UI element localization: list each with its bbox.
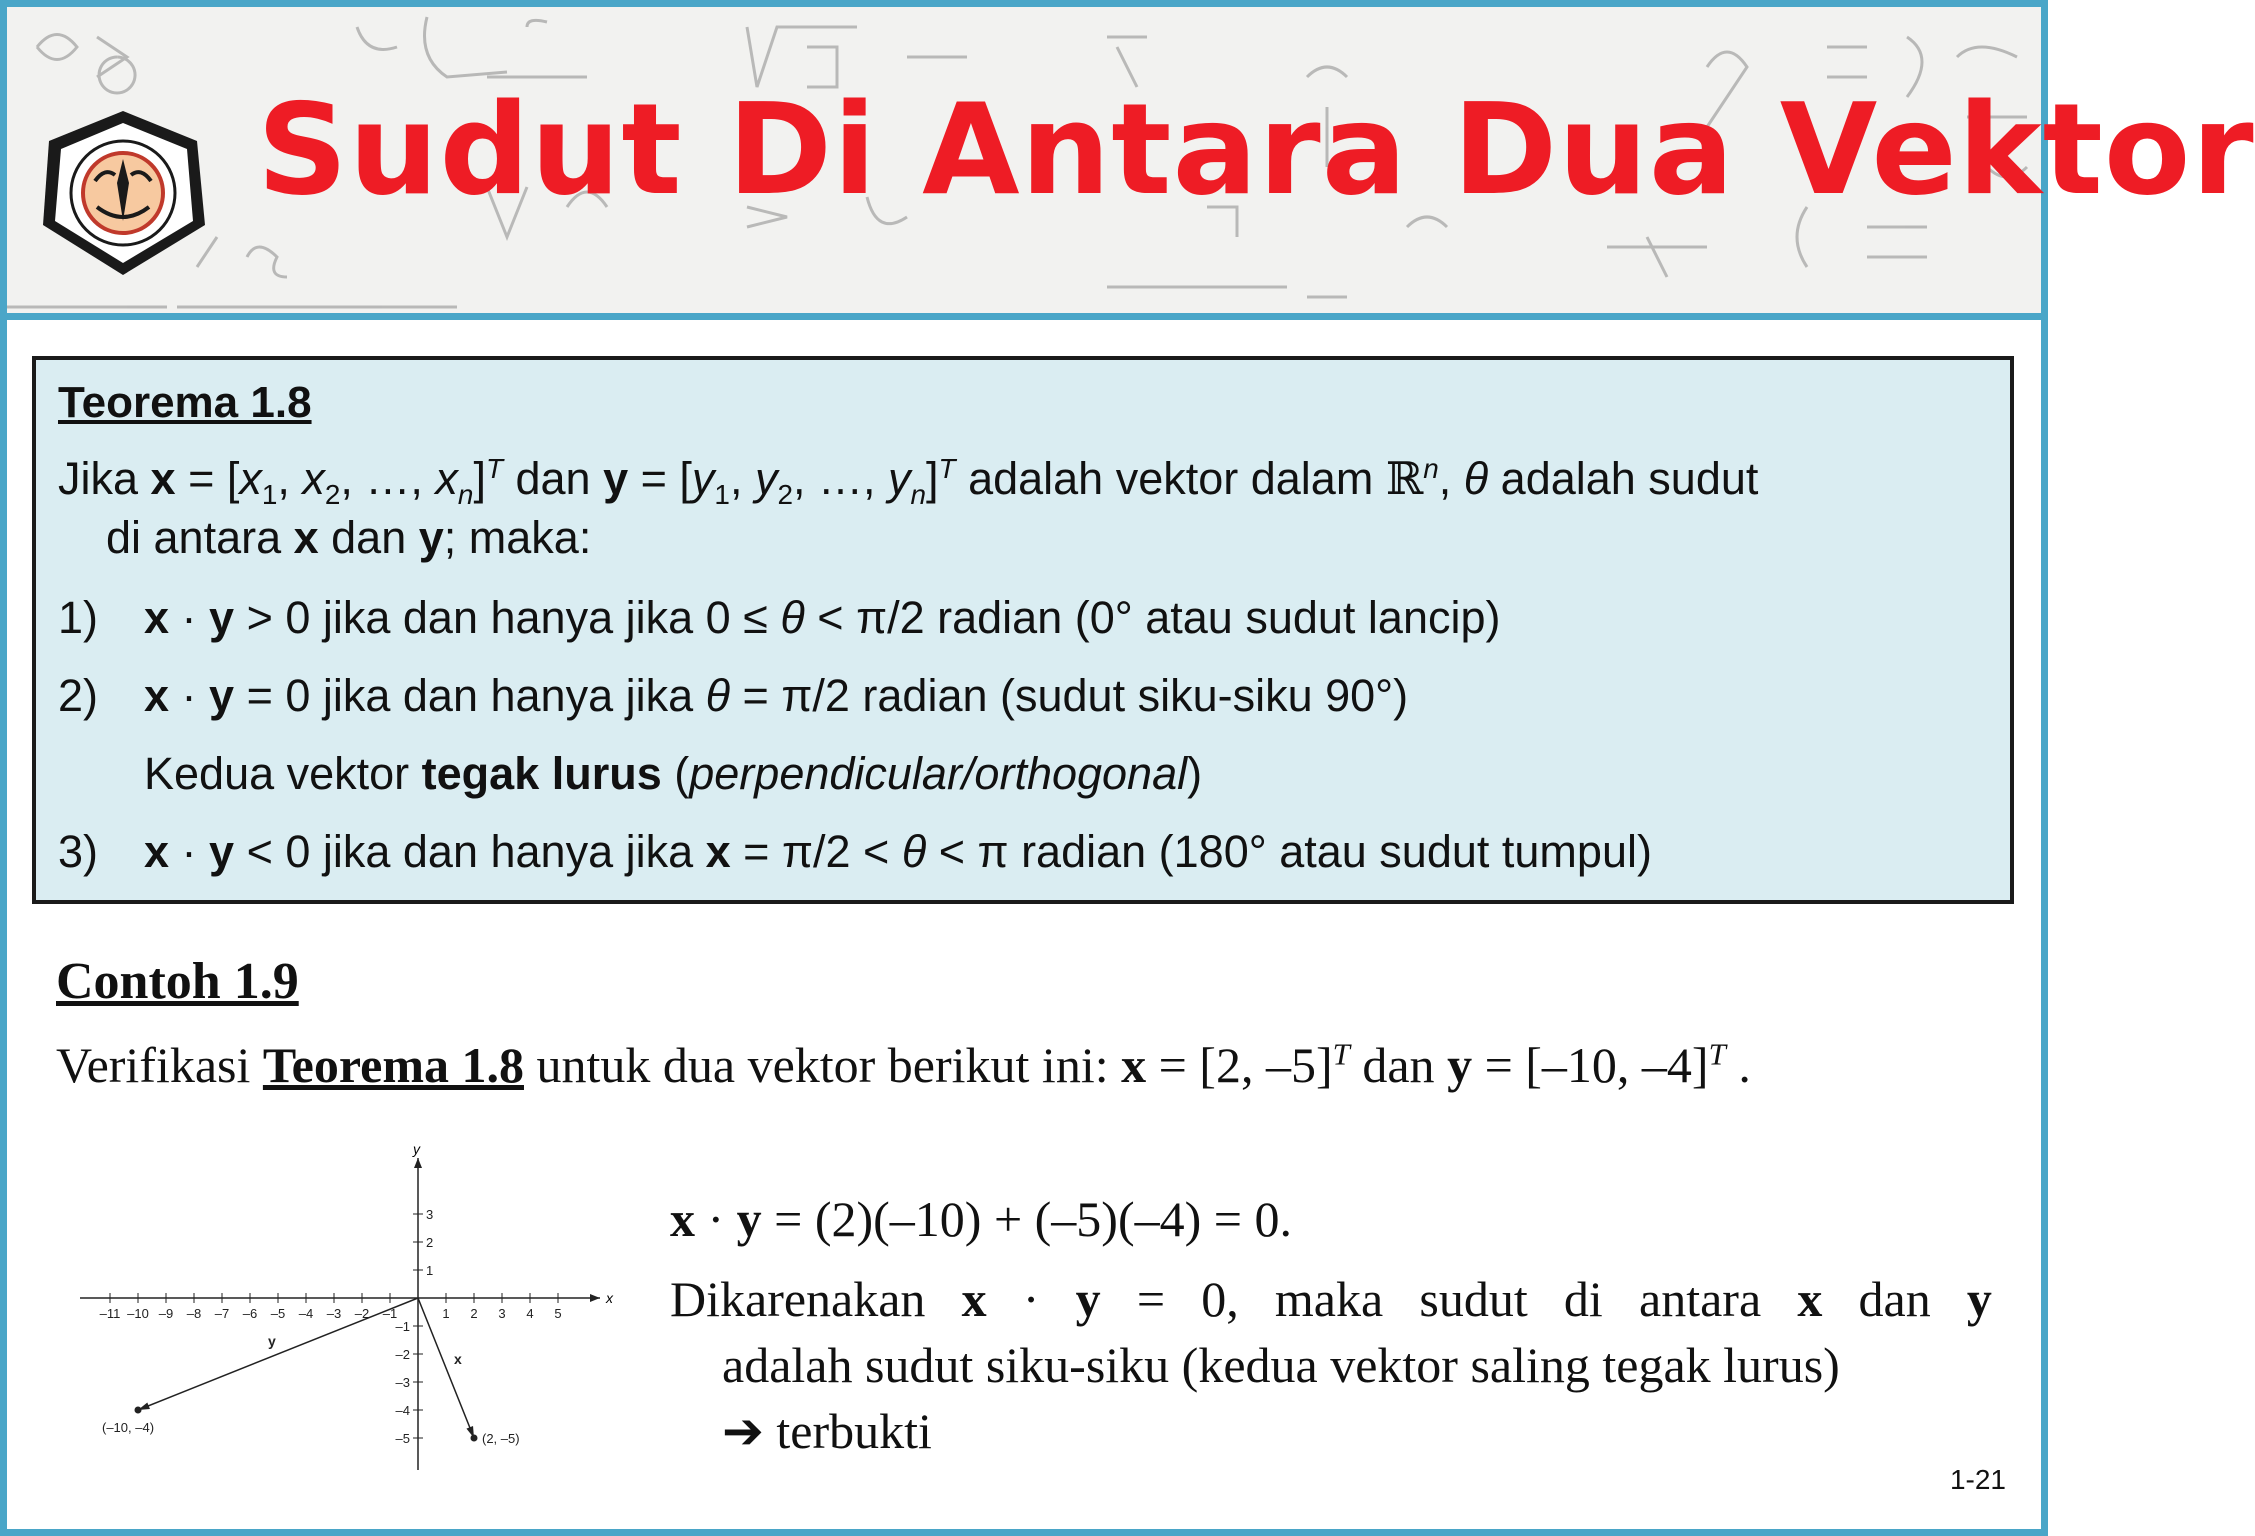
solution-equation <box>670 1190 1292 1248</box>
x-tick-label: 5 <box>554 1306 562 1321</box>
vector-endpoint <box>471 1435 478 1442</box>
vector-name-label: y <box>268 1333 276 1349</box>
example-statement-render: Verifikasi Teorema 1.8 untuk dua vektor berikut ini: x = [2, –5]$^T$ dan y = [–10, –4]$^T$ . <box>56 1036 1751 1093</box>
x-tick-label: 2 <box>470 1306 478 1321</box>
theorem-intro-1-render: Jika $x = [x_1$, $x_2$, …, $x_n]^T$ dan $y = [y_1$, $y_2$, …, $y_n]^T$ adalah vektor dalam ℝ$^n$, θ adalah sudut <box>58 452 1759 510</box>
y-axis-label: y <box>413 1141 420 1157</box>
item-text-render: x · y = 0 jika dan hanya jika θ = π/2 radian (sudut siku-siku 90°) <box>144 670 1409 721</box>
terbukti-label: terbukti <box>776 1403 932 1459</box>
item-text-render: x · y > 0 jika dan hanya jika 0 ≤ θ < π/2 radian (0° atau sudut lancip) <box>144 592 1501 643</box>
x-tick-label: 1 <box>442 1306 450 1321</box>
x-tick-label: –6 <box>242 1306 258 1321</box>
solution-conclusion-line-3 <box>722 1402 932 1460</box>
x-tick-label: –1 <box>382 1306 398 1321</box>
item-text-render: x · y < 0 jika dan hanya jika x = π/2 < θ < π radian (180° atau sudut tumpul) <box>144 826 1652 877</box>
x-tick-label: –3 <box>326 1306 342 1321</box>
x-tick-label: –4 <box>298 1306 314 1321</box>
equation-render: x · y = (2)(–10) + (–5)(–4) = 0. <box>670 1191 1292 1247</box>
theorem-intro-line-2 <box>106 512 591 564</box>
y-tick-label: –2 <box>395 1347 410 1362</box>
right-arrow-icon: ➔ <box>722 1402 764 1460</box>
x-tick-label: –5 <box>270 1306 286 1321</box>
y-tick-label: –4 <box>395 1403 410 1418</box>
theorem-intro-line-1 <box>58 452 1758 511</box>
x-tick-label: –8 <box>186 1306 202 1321</box>
item-number: 3) <box>58 826 99 877</box>
x-tick-label: –7 <box>214 1306 230 1321</box>
page-number: 1-21 <box>1949 1464 2006 1495</box>
slide-title: Sudut Di Antara Dua Vektor <box>257 76 2255 223</box>
item-number: 2) <box>58 670 99 721</box>
theorem-heading: Teorema 1.8 <box>58 378 312 427</box>
solution-conclusion-line-2: adalah sudut siku-siku (kedua vektor saling tegak lurus) <box>722 1337 1840 1393</box>
vector-endpoint <box>135 1407 142 1414</box>
x-tick-label: –9 <box>158 1306 174 1321</box>
title-banner <box>7 7 2255 320</box>
x-tick-label: –10 <box>127 1306 149 1321</box>
vector-graph <box>70 1141 630 1480</box>
x-tick-label: –11 <box>99 1306 121 1321</box>
item-text-render: Kedua vektor tegak lurus (perpendicular/orthogonal) <box>144 748 1203 799</box>
item-number: 1) <box>58 592 99 643</box>
conclusion-render-1: Dikarenakan x · y = 0, maka sudut di antara x dan y <box>670 1271 1992 1327</box>
example-heading: Contoh 1.9 <box>56 953 299 1010</box>
example-statement <box>56 1036 1751 1094</box>
theorem-intro-2-render: di antara x dan y; maka: <box>106 512 592 563</box>
university-seal-icon <box>37 107 209 279</box>
theorem-box <box>32 356 2014 904</box>
x-tick-label: 3 <box>498 1306 506 1321</box>
vector-name-label: x <box>454 1351 462 1367</box>
y-tick-label: –1 <box>395 1319 410 1334</box>
vector-point-label: (–10, –4) <box>102 1420 155 1435</box>
x-tick-label: –2 <box>354 1306 370 1321</box>
y-tick-label: 2 <box>426 1235 434 1250</box>
solution-conclusion-line-1 <box>670 1270 1992 1328</box>
y-tick-label: 1 <box>426 1263 434 1278</box>
y-tick-label: 3 <box>426 1207 434 1222</box>
x-axis-label: x <box>606 1290 613 1306</box>
x-axis-arrow <box>590 1294 600 1302</box>
y-axis-arrow <box>414 1158 422 1168</box>
vector-point-label: (2, –5) <box>482 1431 520 1446</box>
x-tick-label: 4 <box>526 1306 534 1321</box>
y-tick-label: –3 <box>395 1375 410 1390</box>
y-tick-label: –5 <box>395 1431 410 1446</box>
